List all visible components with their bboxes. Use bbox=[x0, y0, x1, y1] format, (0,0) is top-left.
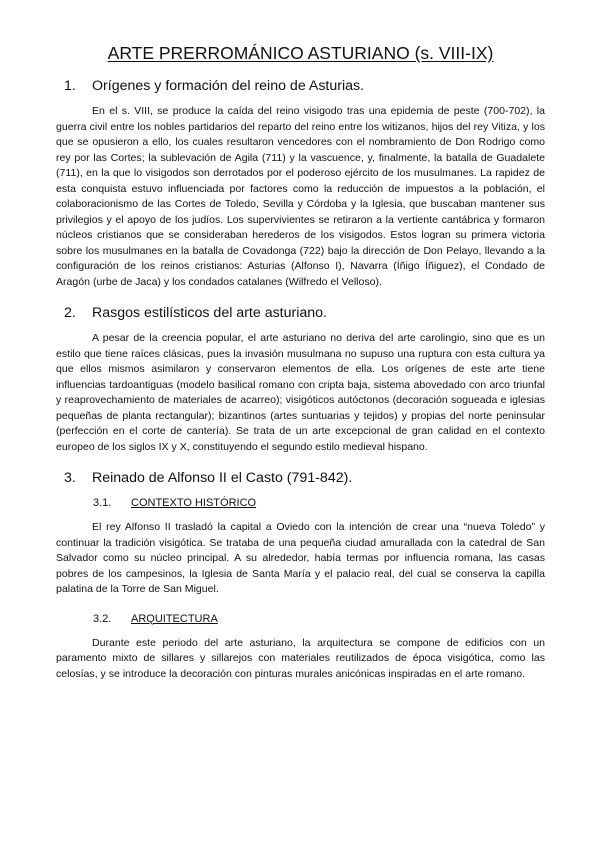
subsection-title: ARQUITECTURA bbox=[131, 612, 218, 625]
section-title: Reinado de Alfonso II el Casto (791-842). bbox=[92, 470, 353, 486]
document-title: ARTE PRERROMÁNICO ASTURIANO (s. VIII-IX) bbox=[107, 43, 494, 63]
section-heading-2 bbox=[64, 304, 545, 322]
section-number: 3. bbox=[64, 470, 76, 486]
section-paragraph-1: En el s. VIII, se produce la caída del reino visigodo tras una epidemia de peste (700-702), la guerra civil entre los nobles partidarios del reparto del reino entre los witizanos, hijos del rey Vitiza, y los que se opusieron a ello, los cuales resultaron vencedores con el nombramiento de Don Rodrigo como rey por las Cortes; la sublevación de Agila (711) y la vascuence, y, finalmente, la batalla de Guadalete (711), en la que lo visigodos son derrotados por el poderoso ejército de los musulmanes. La rapidez de esta conquista estuvo influenciada por factores como la reducción de impuestos a la población, el colaboracionismo de las Cortes de Toledo, Sevilla y Córdoba y la Iglesia, que buscaban mantener sus privilegios y el apoyo de los judíos. Los supervivientes se retiraron a la vertiente cantábrica y formaron núcleos cristianos que se consideraban herederos de los visigodos. Estos logran su primera victoria sobre los musulmanes en la batalla de Covadonga (722) bajo la dirección de Don Pelayo, llevando a la configuración de los reinos cristianos: Asturias (Alfonso I), Navarra (Íñigo Íñiguez), el Condado de Aragón (urbe de Jaca) y los condados catalanes (Wilfredo el Velloso). bbox=[56, 105, 545, 288]
subsection-title: CONTEXTO HISTÓRICO bbox=[131, 497, 257, 509]
section-paragraph-2: A pesar de la creencia popular, el arte asturiano no deriva del arte carolingio, sino que es un estilo que tiene raíces clásicas, pues la invasión musulmana no supuso una ruptura con esta cultura ya que ellos mismos asimilaron y conservaron elementos de ella. Los orígenes de este arte tiene influencias tardoantiguas (modelo basilical romano con cripta baja, sistema abovedado con arco triunfal y reaprovechamiento de materiales de acarreo); visigóticos autóctonos (decoración sogueada e iglesias pequeñas de planta rectangular); bizantinos (artes suntuarias y tejidos) y propias del norte peninsular (perfección en el corte de cantería). Se trata de un arte excepcional de gran calidad en el contexto europeo de los siglos IX y X, constituyendo el segundo estilo medieval hispano. bbox=[56, 332, 545, 453]
subsection-paragraph-3-1: El rey Alfonso II trasladó la capital a Oviedo con la intención de crear una “nueva Toledo” y continuar la tradición visigótica. Se trataba de una pequeña ciudad amurallada con la catedral de San Salvador como su núcleo principal. A su alrededor, había termas por influencia romana, las casas pobres de los campesinos, la Iglesia de Santa María y el palacio real, del cual se conserva la capilla palatina de la Torre de San Miguel. bbox=[56, 521, 545, 595]
section-heading-1 bbox=[64, 77, 545, 95]
section-number: 1. bbox=[64, 78, 76, 94]
subsection-heading-3-1 bbox=[93, 496, 545, 510]
section-heading-3 bbox=[64, 469, 545, 487]
subsection-paragraph-3-2: Durante este periodo del arte asturiano, la arquitectura se compone de edificios con un paramento mixto de sillares y sillarejos con materiales reutilizados de época visigótica, como las celosías, y se introduce la decoración con pinturas murales anicónicas inspiradas en el arte romano. bbox=[56, 636, 545, 680]
section-title: Orígenes y formación del reino de Asturias. bbox=[92, 78, 365, 94]
subsection-number: 3.2. bbox=[93, 612, 112, 625]
section-number: 2. bbox=[64, 305, 76, 321]
section-title: Rasgos estilísticos del arte asturiano. bbox=[92, 305, 327, 321]
subsection-number: 3.1. bbox=[93, 497, 112, 509]
subsection-heading-3-2 bbox=[93, 612, 545, 626]
